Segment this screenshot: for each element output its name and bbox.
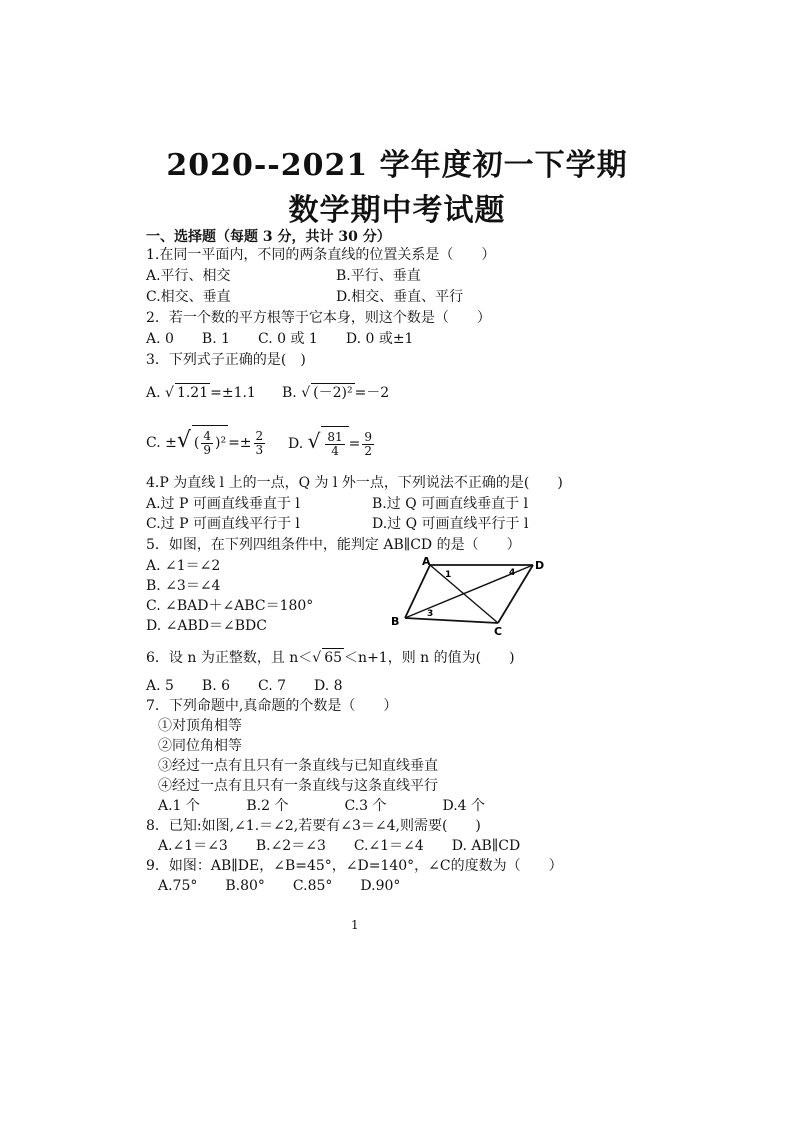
q8-options: A.∠1＝∠3 B.∠2＝∠3 C.∠1＝∠4 D. AB∥CD bbox=[158, 838, 521, 854]
q3-d-denominator: 4 bbox=[331, 443, 339, 458]
q3-option-b: B. √ (－2)² =－2 bbox=[282, 385, 390, 401]
q5-figure bbox=[385, 555, 550, 637]
q3-c-result-denominator: 3 bbox=[255, 442, 264, 457]
q3-c-denominator: 9 bbox=[203, 442, 211, 457]
q7-options: A.1 个 B.2 个 C.3 个 D.4 个 bbox=[158, 798, 486, 814]
q3-b-radicand: (－2)² bbox=[313, 385, 353, 401]
q7-statement-2: ②同位角相等 bbox=[158, 738, 242, 754]
q3-d-result-denominator: 2 bbox=[364, 443, 373, 458]
q3-b-result: =－2 bbox=[354, 385, 390, 401]
segment-dc bbox=[498, 565, 533, 623]
q4-option-b: B.过 Q 可画直线垂直于 l bbox=[372, 496, 529, 512]
q3-option-d: D. √ $\frac{81}{4}$ = $\frac{9}{2}$ bbox=[288, 424, 376, 461]
vertex-c-label: C bbox=[494, 625, 503, 637]
q5-option-a: A. ∠1＝∠2 bbox=[146, 558, 221, 574]
q9-stem: 9．如图：AB∥DE，∠B=45°，∠D=140°，∠C的度数为（ ） bbox=[146, 858, 563, 874]
q4-option-a: A.过 P 可画直线垂直于 l bbox=[146, 496, 300, 512]
section-heading: 一、选择题（每题 3 分，共计 30 分） bbox=[146, 229, 391, 245]
angle-1-label: 1 bbox=[445, 570, 452, 580]
q3-d-label: D. bbox=[288, 436, 304, 452]
segment-bc bbox=[405, 618, 498, 623]
q1-option-c: C.相交、垂直 bbox=[146, 289, 231, 305]
q3-stem: 3．下列式子正确的是( ) bbox=[146, 352, 306, 368]
q7-statement-4: ④经过一点有且只有一条直线与这条直线平行 bbox=[158, 778, 438, 794]
q1-stem: 1.在同一平面内，不同的两条直线的位置关系是（ ） bbox=[146, 247, 496, 263]
q5-option-c: C. ∠BAD＋∠ABC＝180° bbox=[146, 598, 314, 614]
q3-a-label: A. bbox=[146, 385, 161, 401]
vertex-d-label: D bbox=[535, 559, 545, 572]
q7-statement-3: ③经过一点有且只有一条直线与已知直线垂直 bbox=[158, 758, 438, 774]
vertex-a-label: A bbox=[422, 555, 431, 568]
q3-c-result-sign: =± bbox=[228, 435, 252, 451]
q7-statement-1: ①对顶角相等 bbox=[158, 718, 242, 734]
q4-stem: 4.P 为直线 l 上的一点，Q 为 l 外一点，下列说法不正确的是( ) bbox=[146, 475, 563, 491]
q3-d-result-numerator: 9 bbox=[364, 429, 373, 444]
q6-stem-prefix: 6．设 n 为正整数，且 n＜ bbox=[146, 650, 313, 666]
q3-c-result-numerator: 2 bbox=[255, 428, 264, 443]
q3-a-radicand: 1.21 bbox=[176, 385, 209, 401]
q2-options: A. 0 B. 1 C. 0 或 1 D. 0 或±1 bbox=[146, 331, 414, 347]
q4-option-c: C.过 P 可画直线平行于 l bbox=[146, 516, 300, 532]
q3-c-numerator: 4 bbox=[203, 428, 211, 443]
q4-option-d: D.过 Q 可画直线平行于 l bbox=[372, 516, 529, 532]
q3-option-a: A. √ 1.21 =±1.1 bbox=[146, 385, 256, 401]
q3-a-result: =±1.1 bbox=[210, 385, 256, 401]
q1-option-b: B.平行、垂直 bbox=[336, 268, 421, 284]
q2-stem: 2．若一个数的平方根等于它本身，则这个数是（ ） bbox=[146, 310, 491, 326]
q6-stem: 6．设 n 为正整数，且 n＜√ 65 ＜n+1，则 n 的值为( ) bbox=[146, 650, 515, 666]
q1-option-d: D.相交、垂直、平行 bbox=[336, 289, 464, 305]
q6-radicand: 65 bbox=[324, 650, 343, 666]
q7-stem: 7．下列命题中,真命题的个数是（ ） bbox=[146, 698, 398, 714]
angle-4-label: 4 bbox=[509, 568, 516, 578]
q3-d-numerator: 81 bbox=[327, 429, 343, 444]
q3-d-eq: = bbox=[348, 436, 361, 452]
q1-option-a: A.平行、相交 bbox=[146, 268, 231, 284]
q6-options: A. 5 B. 6 C. 7 D. 8 bbox=[146, 678, 343, 694]
vertex-b-label: B bbox=[391, 615, 400, 628]
q3-c-label: C. ± bbox=[146, 435, 177, 451]
q5-stem: 5．如图，在下列四组条件中，能判定 AB∥CD 的是（ ） bbox=[146, 537, 521, 553]
title-line-1: 2020--2021 学年度初一下学期 bbox=[166, 148, 628, 183]
angle-3-label: 3 bbox=[427, 609, 434, 619]
q9-options: A.75° B.80° C.85° D.90° bbox=[158, 878, 401, 894]
q8-stem: 8．已知:如图,∠1.＝∠2,若要有∠3＝∠4,则需要( ) bbox=[146, 818, 481, 834]
q6-stem-suffix: ＜n+1，则 n 的值为( ) bbox=[344, 650, 515, 666]
q5-option-d: D. ∠ABD＝∠BDC bbox=[146, 618, 267, 634]
page-number: 1 bbox=[351, 918, 359, 932]
title-line-2: 数学期中考试题 bbox=[288, 193, 506, 228]
q5-option-b: B. ∠3＝∠4 bbox=[146, 578, 221, 594]
q3-b-label: B. bbox=[282, 385, 297, 401]
q3-option-c: C. ±√ ( $\frac{4}{9}$ )² =± $\frac{2}{3}$ bbox=[146, 424, 267, 460]
